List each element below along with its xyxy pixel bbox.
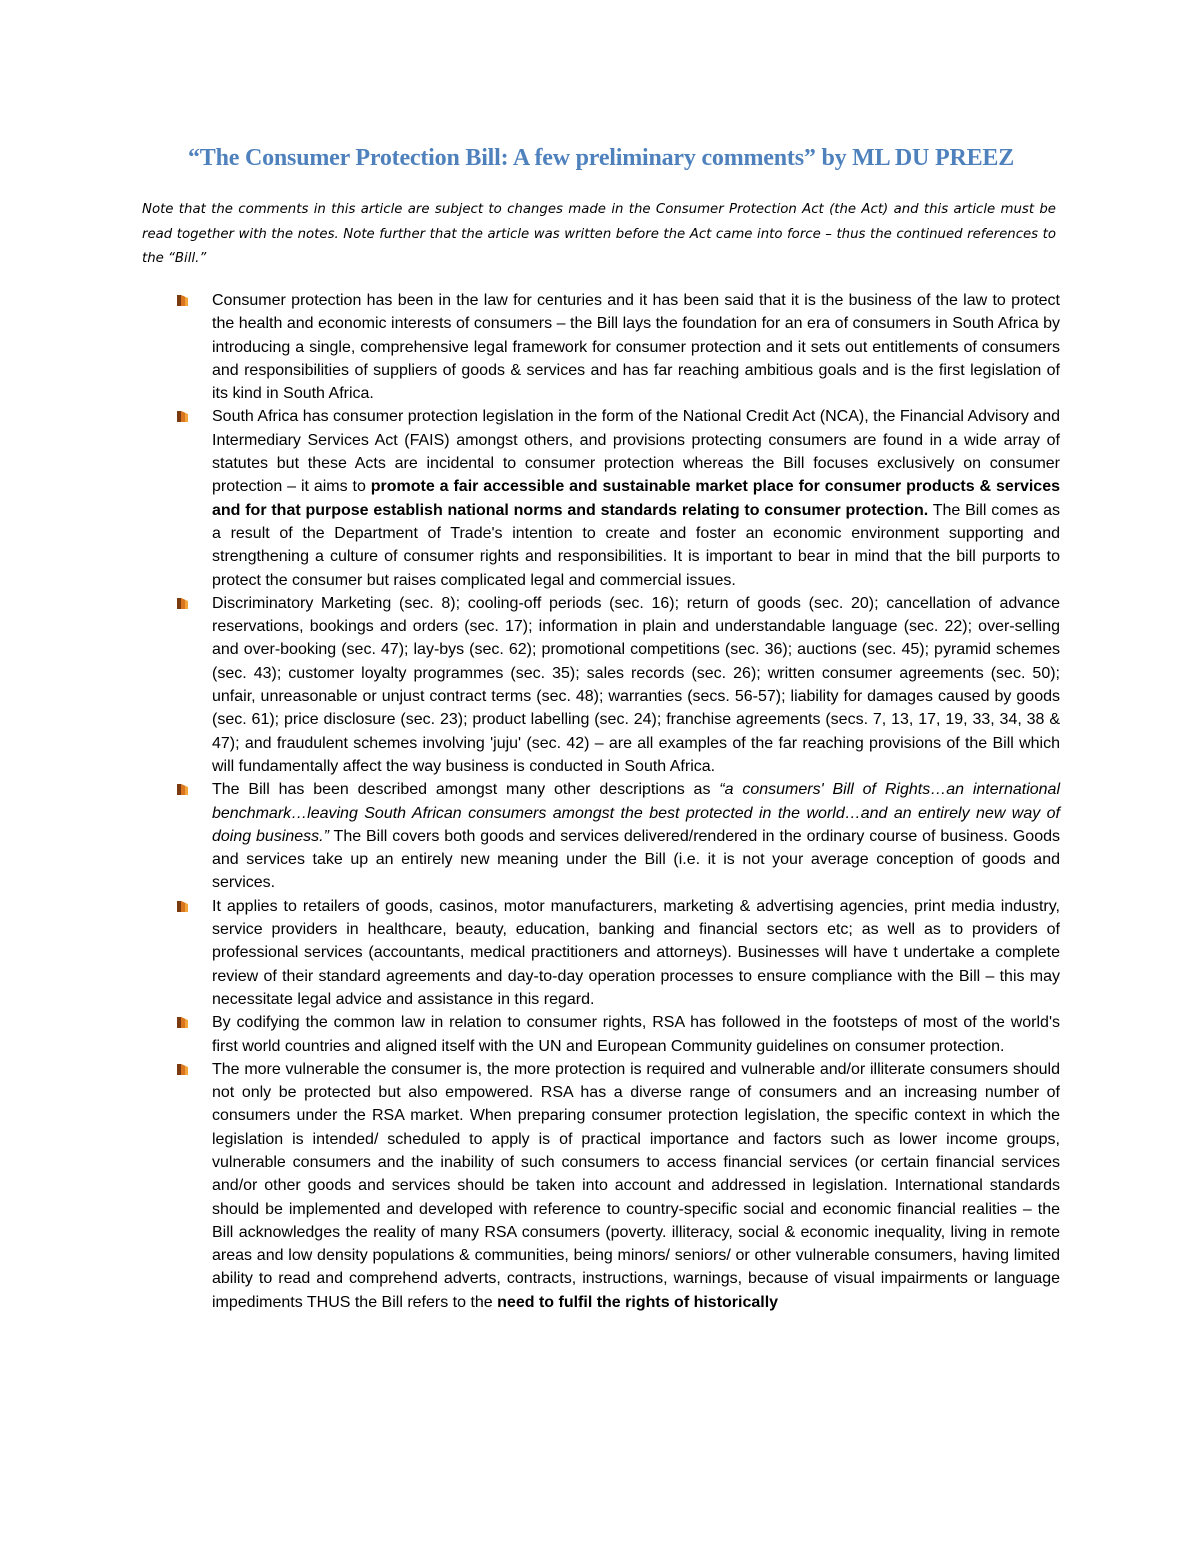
bullet-item-6 bbox=[176, 1011, 1060, 1058]
bullet-text: Consumer protection has been in the law for centuries and it has been said that it is the business of the law to protect the health and economic interests of consumers – the Bill lays the foundation for an era of consumers in South Africa by introducing a single, comprehensive legal framework for consumer protection and it sets out entitlements of consumers and responsibilities of suppliers of goods & services and has far reaching ambitious goals and is the first legislation of its kind in South Africa. bbox=[212, 292, 1060, 403]
bullet-text: By codifying the common law in relation to consumer rights, RSA has followed in the footsteps of most of the world's first world countries and aligned itself with the UN and European Community guidelines on consumer protection. bbox=[212, 1014, 1060, 1055]
book-bullet-icon bbox=[177, 784, 188, 795]
bullet-item-7 bbox=[176, 1058, 1060, 1314]
bullet-item-3 bbox=[176, 592, 1060, 778]
book-bullet-icon bbox=[177, 1017, 188, 1028]
bullet-text: The Bill covers both goods and services delivered/rendered in the ordinary course of business. Goods and services take up an entirely new meaning under the Bill (i.e. it is not your average conception of goods and services. bbox=[212, 827, 1060, 892]
book-bullet-icon bbox=[177, 295, 188, 306]
bullet-text: South Africa has consumer protection legislation in the form of the National Credit Act (NCA), the Financial Advisory and Intermediary Services Act (FAIS) amongst others, and provisions protecting consumers are found in a wide array of statutes but these Acts are incidental to consumer protection whereas the Bill focuses exclusively on consumer protection – it aims to bbox=[212, 408, 1060, 496]
bullet-text: It applies to retailers of goods, casinos, motor manufacturers, marketing & advertising agencies, print media industry, service providers in healthcare, beauty, education, banking and financial sectors etc; as well as to providers of professional services (accountants, medical practitioners and attorneys). Businesses will have t undertake a complete review of their standard agreements and day-to-day operation processes to ensure compliance with the Bill – this may necessitate legal advice and assistance in this regard. bbox=[212, 897, 1060, 1008]
book-bullet-icon bbox=[177, 598, 188, 609]
bullet-text: The more vulnerable the consumer is, the more protection is required and vulnerable and/or illiterate consumers should not only be protected but also empowered. RSA has a diverse range of consumers and an increasing number of consumers under the RSA market. When preparing consumer protection legislation, the specific context in which the legislation is intended/ scheduled to apply is of practical importance and factors such as lower income groups, vulnerable consumers and the inability of such consumers to access financial services (or certain financial services and/or other goods and services should be taken into account and addressed in legislation. International standards should be implemented and developed with reference to country-specific social and economic financial realities – the Bill acknowledges the reality of many RSA consumers (poverty. illiteracy, social & economic inequality, living in remote areas and low density populations & communities, being minors/ seniors/ or other vulnerable consumers, having limited ability to read and comprehend adverts, contracts, instructions, warnings, because of visual impairments or language impediments THUS the Bill refers to the bbox=[212, 1060, 1060, 1311]
bullet-text-emphasis: promote a fair accessible and sustainable market place for consumer products & services and for that purpose establish national norms and standards relating to consumer protection. bbox=[212, 478, 1061, 519]
bullet-item-1 bbox=[176, 289, 1060, 405]
bullet-item-2 bbox=[176, 405, 1060, 591]
bullet-list bbox=[176, 289, 1060, 1314]
bullet-item-4 bbox=[176, 778, 1060, 894]
book-bullet-icon bbox=[177, 1064, 188, 1075]
bullet-text-emphasis: need to fulfil the rights of historically bbox=[497, 1293, 779, 1311]
editorial-note: Note that the comments in this article are subject to changes made in the Consumer Protection Act (the Act) and this article must be read together with the notes. Note further that the article was written before the Act came into force – thus the continued references to the “Bill.” bbox=[142, 202, 1056, 266]
document-title: “The Consumer Protection Bill: A few preliminary comments” by ML DU PREEZ bbox=[187, 145, 1015, 171]
bullet-text: Discriminatory Marketing (sec. 8); cooling-off periods (sec. 16); return of goods (sec. 20); cancellation of advance reservations, bookings and orders (sec. 17); information in plain and understandable language (sec. 22); over-selling and over-booking (sec. 47); lay-bys (sec. 62); promotional competitions (sec. 36); auctions (sec. 45); pyramid schemes (sec. 43); customer loyalty programmes (sec. 35); sales records (sec. 26); written consumer agreements (sec. 50); unfair, unreasonable or unjust contract terms (sec. 48); warranties (secs. 56-57); liability for damages caused by goods (sec. 61); price disclosure (sec. 23); product labelling (sec. 24); franchise agreements (secs. 7, 13, 17, 19, 33, 34, 38 & 47); and fraudulent schemes involving 'juju' (sec. 42) – are all examples of the far reaching provisions of the Bill which will fundamentally affect the way business is conducted in South Africa. bbox=[212, 594, 1060, 775]
bullet-text: The Bill comes as a result of the Department of Trade's intention to create and foster an economic environment supporting and strengthening a culture of consumer rights and responsibilities. It is important to bear in mind that the bill purports to protect the consumer but raises complicated legal and commercial issues. bbox=[212, 501, 1061, 589]
bullet-text-quote: “a consumers' Bill of Rights…an international benchmark…leaving South African consumers amongst the best protected in the world…and an entirely new way of doing business.” bbox=[212, 781, 1060, 845]
bullet-item-5 bbox=[176, 895, 1060, 1011]
book-bullet-icon bbox=[177, 411, 188, 422]
book-bullet-icon bbox=[177, 901, 188, 912]
bullet-text: The Bill has been described amongst many other descriptions as bbox=[212, 781, 720, 799]
